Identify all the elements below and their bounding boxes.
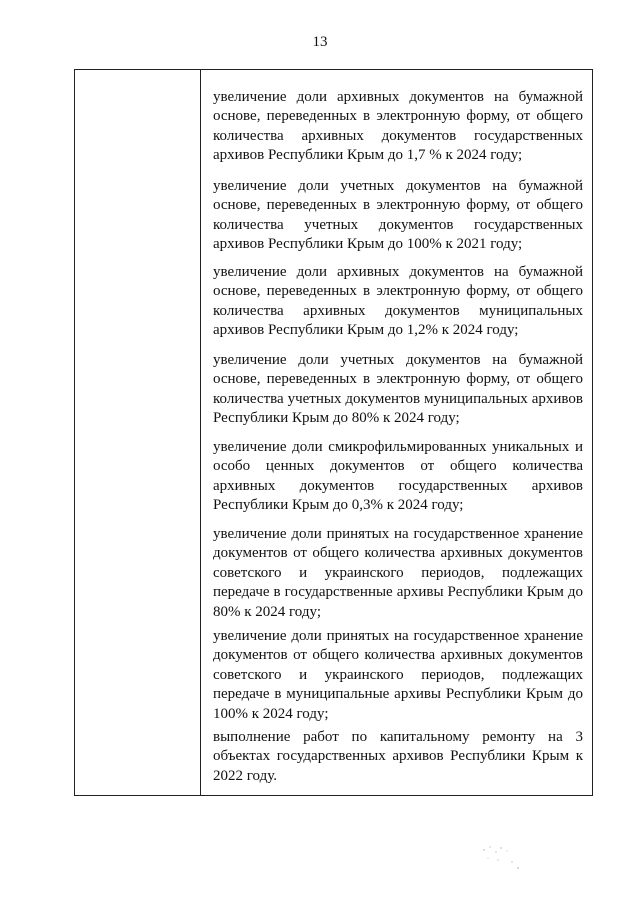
indicator-paragraph-7: увеличение доли принятых на государственное хранение документов от общего количества архивных документов советского и украинского периодов, подлежащих передаче в муниципальные архивы Республики Крым до 100% к 2024 году; xyxy=(213,628,583,722)
table-right-cell xyxy=(201,70,592,795)
indicators-table xyxy=(74,69,593,796)
page-number: 13 xyxy=(312,34,328,50)
scan-noise-mark xyxy=(474,838,534,878)
table-left-cell xyxy=(75,70,201,795)
indicator-paragraph-2: увеличение доли учетных документов на бумажной основе, переведенных в электронную форму, от общего количества учетных документов государственных архивов Республики Крым до 100% к 2021 году; xyxy=(213,178,583,253)
indicator-paragraph-8: выполнение работ по капитальному ремонту на 3 объектах государственных архивов Республики Крым к 2022 году. xyxy=(213,729,583,784)
indicator-paragraph-3: увеличение доли архивных документов на бумажной основе, переведенных в электронную форму, от общего количества архивных документов муниципальных архивов Республики Крым до 1,2% к 2024 году; xyxy=(213,264,583,339)
indicator-paragraph-5: увеличение доли смикрофильмированных уникальных и особо ценных документов от общего количества архивных документов государственных архивов Республики Крым до 0,3% к 2024 году; xyxy=(213,439,583,514)
indicator-paragraph-6: увеличение доли принятых на государственное хранение документов от общего количества архивных документов советского и украинского периодов, подлежащих передаче в государственные архивы Республики Крым до 80% к 2024 году; xyxy=(213,526,583,620)
indicator-paragraph-4: увеличение доли учетных документов на бумажной основе, переведенных в электронную форму, от общего количества учетных документов муниципальных архивов Республики Крым до 80% к 2024 году; xyxy=(213,352,583,427)
indicator-paragraph-1: увеличение доли архивных документов на бумажной основе, переведенных в электронную форму, от общего количества архивных документов государственных архивов Республики Крым до 1,7 % к 2024 году; xyxy=(213,89,583,164)
